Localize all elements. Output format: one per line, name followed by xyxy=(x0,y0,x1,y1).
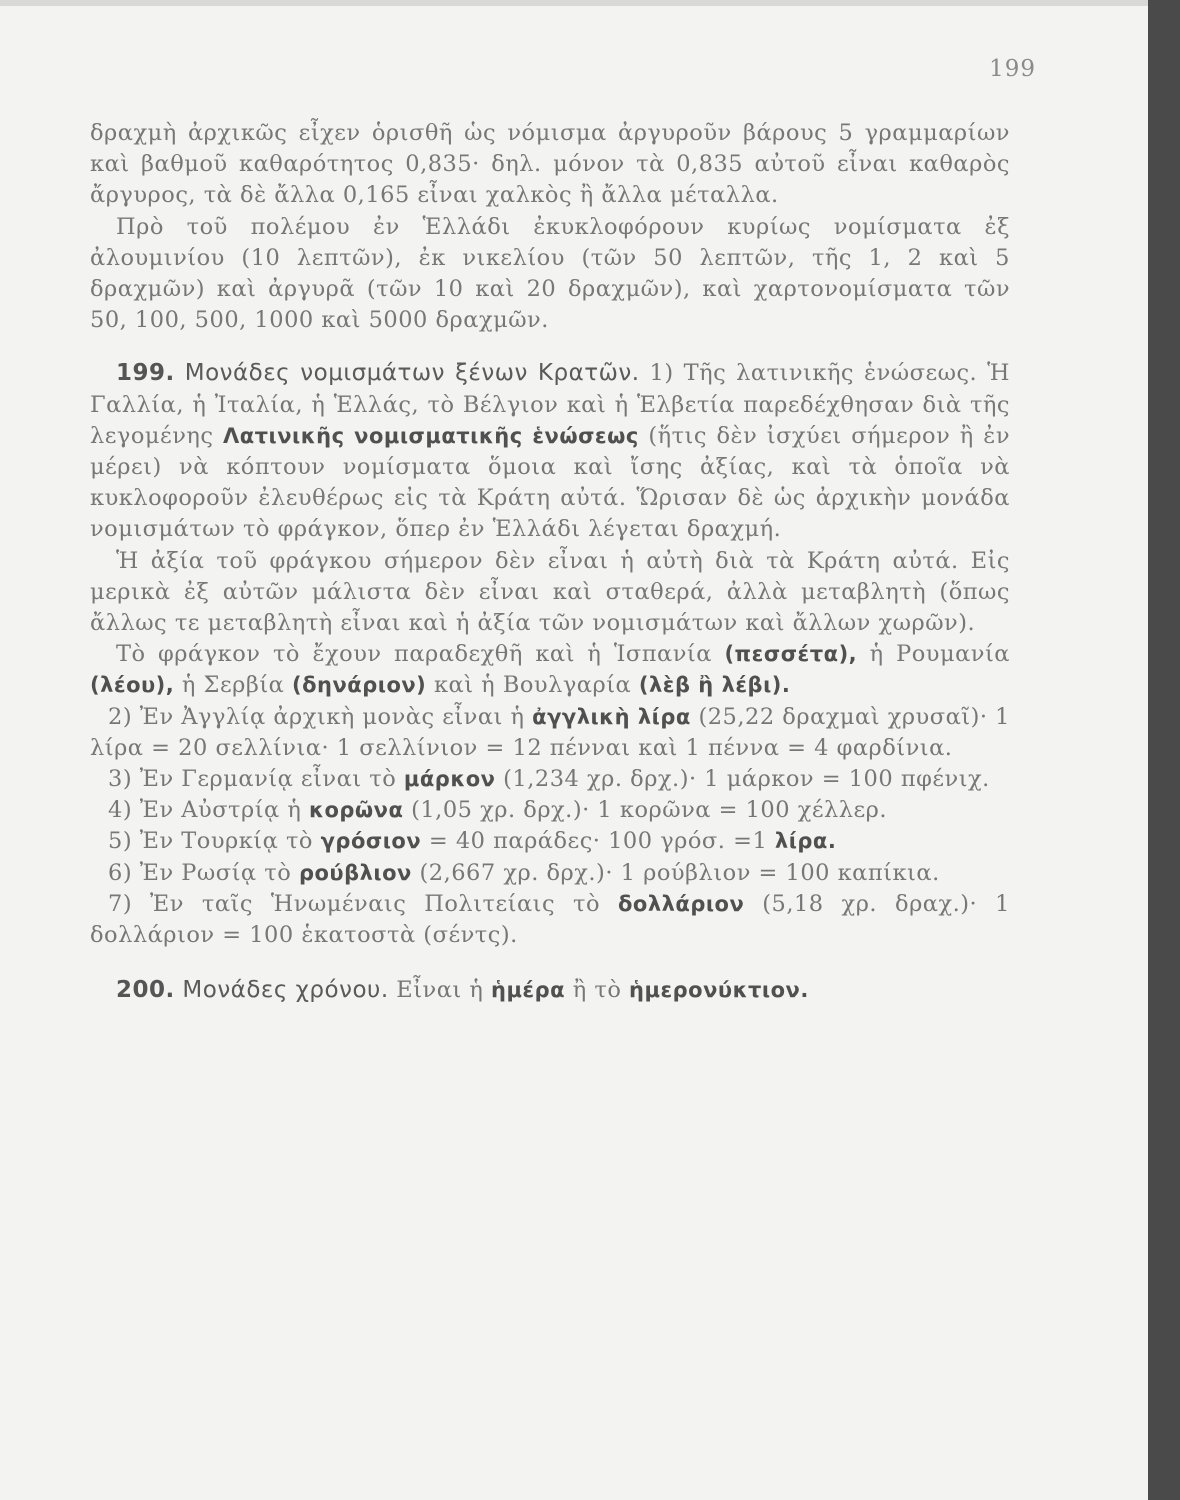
latin-union-text-b: (ἥτις δὲν ἰσχύει σήμερον ἢ ἐν μέρει) νὰ κόπτουν νομίσματα ὅμοια καὶ ἴσης ἀξίας, καὶ τὰ ὁποῖα νὰ κυκλοφοροῦν ἐλευθέρως εἰς τὰ Κράτη αὐτά. Ὥρισαν δὲ ὡς ἀρχικὴν μονάδα νομισμάτων τὸ φράγκον, ὅπερ ἐν Ἑλλάδι λέγεται δραχμή. xyxy=(90,422,1010,543)
peseta-term: (πεσσέτα), xyxy=(724,642,858,667)
item-germany-text-a: 3) Ἐν Γερμανίᾳ εἶναι τὸ xyxy=(108,766,397,793)
franc-adopters-text-a: Τὸ φράγκον τὸ ἔχουν παραδεχθῆ καὶ ἡ Ἱσπανία xyxy=(116,641,712,668)
prewar-paragraph: Πρὸ τοῦ πολέμου ἐν Ἑλλάδι ἐκυκλοφόρουν κυρίως νομίσματα ἐξ ἀλουμινίου (10 λεπτῶν), ἐκ νικελίου (τῶν 50 λεπτῶν, τῆς 1, 2 καὶ 5 δραχμῶν) καὶ ἀργυρᾶ (τῶν 10 καὶ 20 δραχμῶν), καὶ χαρτονομίσματα τῶν 50, 100, 500, 1000 καὶ 5000 δραχμῶν. xyxy=(90,213,1010,334)
item-turkey-text-b: = 40 παράδες· 100 γρόσ. =1 xyxy=(428,828,768,855)
intro-paragraph: δραχμὴ ἀρχικῶς εἶχεν ὁρισθῆ ὡς νόμισμα ἀργυροῦν βάρους 5 γραμμαρίων καὶ βαθμοῦ καθαρότητος 0,835· δηλ. μόνον τὰ 0,835 αὐτοῦ εἶναι καθαρὸς ἄργυρος, τὰ δὲ ἄλλα 0,165 εἶναι χαλκὸς ἢ ἄλλα μέταλλα. xyxy=(90,120,1010,209)
section-199-number: 199. xyxy=(116,360,175,387)
section-200-paragraph xyxy=(90,975,1010,1006)
franc-adopters-text-d: ἡ Σερβία xyxy=(181,672,285,699)
krone-term: κορῶνα xyxy=(309,798,404,823)
item-usa-text-b: (5,18 χρ. δραχ.)· 1 δολλάριον = 100 ἑκατοστὰ (σέντς). xyxy=(90,890,1010,949)
item-england-text-a: 2) Ἐν Ἀγγλίᾳ ἀρχικὴ μονὰς εἶναι ἡ xyxy=(108,703,525,730)
dollar-term: δολλάριον xyxy=(617,891,745,916)
item-germany xyxy=(90,764,1010,795)
section-199-title: Μονάδες νομισμάτων ξένων Κρατῶν. xyxy=(184,360,640,387)
item-england-text-b: (25,22 δραχμαὶ χρυσαῖ)· 1 λίρα = 20 σελλίνια· 1 σελλίνιον = 12 πένναι καὶ 1 πέννα = 4 φαρδίνια. xyxy=(90,703,1011,761)
grosion-term: γρόσιον xyxy=(320,829,422,854)
section-200-title: Μονάδες χρόνου. xyxy=(182,977,389,1004)
item-russia-text-b: (2,667 χρ. δρχ.)· 1 ρούβλιον = 100 καπίκια. xyxy=(419,859,940,886)
item-russia-text-a: 6) Ἐν Ρωσίᾳ τὸ xyxy=(108,859,292,886)
item-england xyxy=(90,702,1010,764)
pound-term: ἀγγλικὴ λίρα xyxy=(532,704,691,729)
section-199-paragraph-3 xyxy=(90,639,1010,701)
section-200-text-b: ἢ τὸ xyxy=(572,977,622,1004)
section-199-paragraph-1 xyxy=(90,358,1010,545)
item-russia xyxy=(90,858,1010,889)
item-austria xyxy=(90,795,1010,826)
page-text xyxy=(90,118,1010,1006)
item-austria-text-a: 4) Ἐν Αὐστρίᾳ ἡ xyxy=(108,797,302,824)
mark-term: μάρκον xyxy=(403,767,496,792)
latin-union-term: Λατινικῆς νομισματικῆς ἑνώσεως xyxy=(222,423,639,448)
franc-adopters-text-e: καὶ ἡ Βουλγαρία xyxy=(433,672,632,699)
day-term: ἡμέρα xyxy=(491,978,566,1003)
dinar-term: (δηνάριον) xyxy=(292,673,427,698)
item-austria-text-b: (1,05 χρ. δρχ.)· 1 κορῶνα = 100 χέλλερ. xyxy=(411,797,888,824)
leu-term: (λέου), xyxy=(90,673,175,698)
lira-term: λίρα. xyxy=(774,829,837,854)
page-top-edge xyxy=(0,0,1148,6)
page-number: 199 xyxy=(989,56,1036,82)
lev-term: (λὲβ ἢ λέβι). xyxy=(638,673,791,698)
item-usa xyxy=(90,889,1010,951)
franc-adopters-text-c: ἡ Ρουμανία xyxy=(869,641,1010,668)
section-199-paragraph-2: Ἡ ἀξία τοῦ φράγκου σήμερον δὲν εἶναι ἡ αὐτὴ διὰ τὰ Κράτη αὐτά. Εἰς μερικὰ ἐξ αὐτῶν μάλιστα δὲν εἶναι καὶ σταθερά, ἀλλὰ μεταβλητὴ (ὅπως ἄλλως τε μεταβλητὴ εἶναι καὶ ἡ ἀξία τῶν νομισμάτων καὶ ἄλλων χωρῶν). xyxy=(90,547,1010,637)
latin-union-text-a: 1) Τῆς λατινικῆς ἑνώσεως. Ἡ Γαλλία, ἡ Ἰταλία, ἡ Ἑλλάς, τὸ Βέλγιον καὶ ἡ Ἑλβετία παρεδέχθησαν διὰ τῆς λεγομένης xyxy=(90,360,1011,449)
item-turkey-text-a: 5) Ἐν Τουρκίᾳ τὸ xyxy=(108,828,313,855)
ruble-term: ρούβλιον xyxy=(298,860,412,885)
section-200-number: 200. xyxy=(116,977,175,1004)
item-germany-text-b: (1,234 χρ. δρχ.)· 1 μάρκον = 100 πφένιχ. xyxy=(503,766,990,793)
item-usa-text-a: 7) Ἐν ταῖς Ἡνωμέναις Πολιτείαις τὸ xyxy=(108,890,601,917)
item-turkey xyxy=(90,826,1010,857)
section-200-text-a: Εἶναι ἡ xyxy=(396,977,484,1004)
nychthemeron-term: ἡμερονύκτιον. xyxy=(629,978,809,1003)
